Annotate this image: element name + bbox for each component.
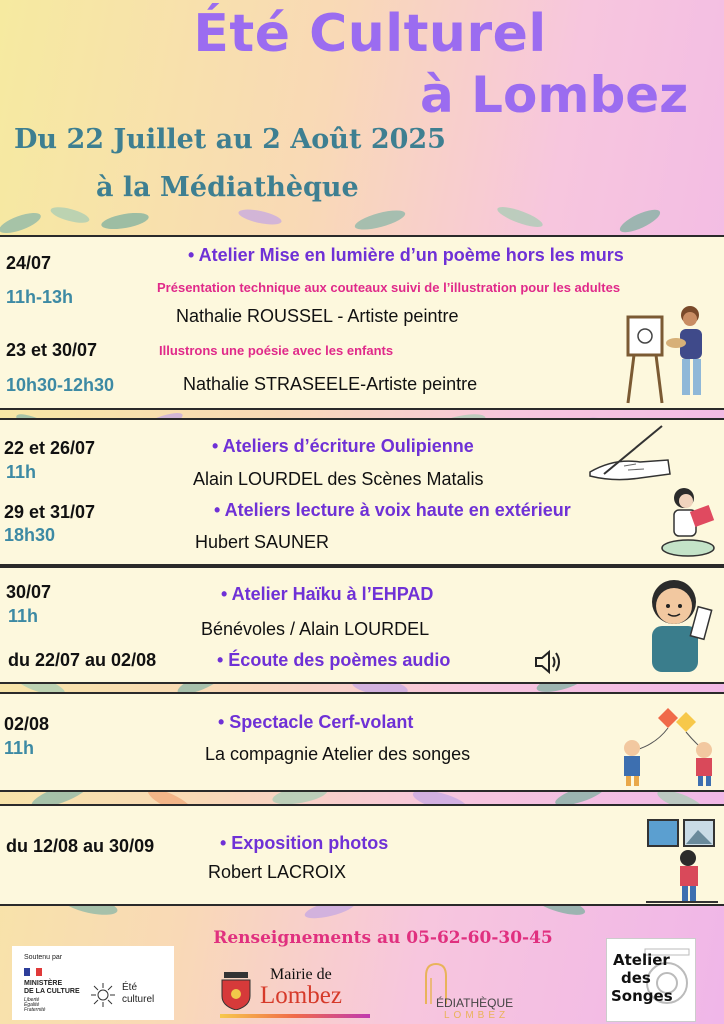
coat-of-arms-icon [220, 972, 252, 1010]
event-person: Nathalie STRASEELE-Artiste peintre [183, 374, 478, 394]
french-flag-icon [24, 968, 42, 976]
event-date: 22 et 26/07 [4, 438, 96, 458]
event-date: 02/08 [4, 714, 50, 734]
event-description: Illustrons une poésie avec les enfants [159, 343, 394, 358]
event-person: Hubert SAUNER [195, 532, 330, 552]
event-activity: • Atelier Mise en lumière d’un poème hors les murs [188, 245, 624, 265]
event-panel-1 [0, 235, 724, 410]
event-time: 10h30-12h30 [6, 375, 115, 395]
ete-culturel-line1: Été [122, 982, 138, 993]
event-time: 11h [8, 606, 39, 626]
event-date: 24/07 [6, 253, 52, 273]
event-activity: • Atelier Haïku à l’EHPAD [221, 584, 434, 604]
ministry-line2: DE LA CULTURE [24, 988, 80, 995]
event-description: Présentation technique aux couteaux suivi de l’illustration pour les adultes [157, 280, 621, 295]
event-person: Alain LOURDEL des Scènes Matalis [193, 469, 484, 489]
event-person: Robert LACROIX [208, 862, 347, 882]
title-line1: Été Culturel [193, 4, 547, 64]
event-dates: Du 22 Juillet au 2 Août 2025 [14, 124, 446, 155]
mairie-label: Mairie de [270, 966, 332, 983]
ete-culturel-line2: culturel [122, 994, 155, 1005]
atelier-line1: Atelier [613, 951, 670, 969]
event-person: Nathalie ROUSSEL - Artiste peintre [176, 306, 459, 326]
hand-writing-illustration [584, 422, 676, 484]
atelier-line3: Songes [611, 987, 673, 1005]
speaker-icon[interactable] [533, 648, 563, 676]
event-date: du 22/07 au 02/08 [8, 650, 157, 670]
motto-1: Liberté [24, 997, 40, 1003]
painter-illustration [624, 303, 716, 407]
event-activity: • Spectacle Cerf-volant [218, 712, 414, 732]
event-time: 11h-13h [6, 287, 74, 307]
ministry-line1: MINISTÈRE [24, 980, 63, 987]
event-person: Bénévoles / Alain LOURDEL [201, 619, 430, 639]
event-time: 11h [4, 738, 35, 758]
event-time: 18h30 [4, 525, 56, 545]
event-panel-2 [0, 418, 724, 566]
motto-2: Égalité [24, 1002, 40, 1008]
event-place: à la Médiathèque [96, 172, 359, 203]
motto-3: Fraternité [24, 1007, 46, 1013]
event-time: 11h [6, 462, 37, 482]
event-date: 23 et 30/07 [6, 340, 98, 360]
atelier-line2: des [621, 969, 651, 987]
mediatheque-logo [418, 962, 528, 1022]
event-date: 29 et 31/07 [4, 502, 96, 522]
mairie-underline [220, 1014, 370, 1018]
ministry-logo-box [12, 946, 174, 1020]
event-panel-5 [0, 804, 724, 906]
supported-by-label: Soutenu par [24, 954, 63, 961]
mediatheque-label: ÉDIATHÈQUE [436, 996, 514, 1010]
title-line2: à Lombez [420, 66, 689, 124]
reader-illustration [658, 484, 720, 560]
event-panel-4 [0, 692, 724, 792]
sun-icon [90, 982, 116, 1008]
event-activity: • Exposition photos [220, 833, 389, 853]
event-activity: • Ateliers d’écriture Oulipienne [212, 436, 474, 456]
kite-children-illustration [616, 704, 720, 790]
mairie-name: Lombez [260, 982, 342, 1009]
mediatheque-sub: LOMBEZ [444, 1010, 510, 1021]
info-phone: Renseignements au 05-62-60-30-45 [213, 928, 553, 948]
event-date: du 12/08 au 30/09 [6, 836, 155, 856]
event-date: 30/07 [6, 582, 52, 602]
event-activity: • Écoute des poèmes audio [217, 650, 451, 670]
event-person: La compagnie Atelier des songes [205, 744, 471, 764]
child-writing-illustration [644, 574, 718, 678]
event-activity: • Ateliers lecture à voix haute en extérieur [214, 500, 571, 520]
gallery-visitor-illustration [642, 814, 722, 906]
event-panel-3 [0, 566, 724, 684]
mairie-logo [220, 964, 370, 1020]
atelier-des-songes-logo [606, 938, 696, 1022]
